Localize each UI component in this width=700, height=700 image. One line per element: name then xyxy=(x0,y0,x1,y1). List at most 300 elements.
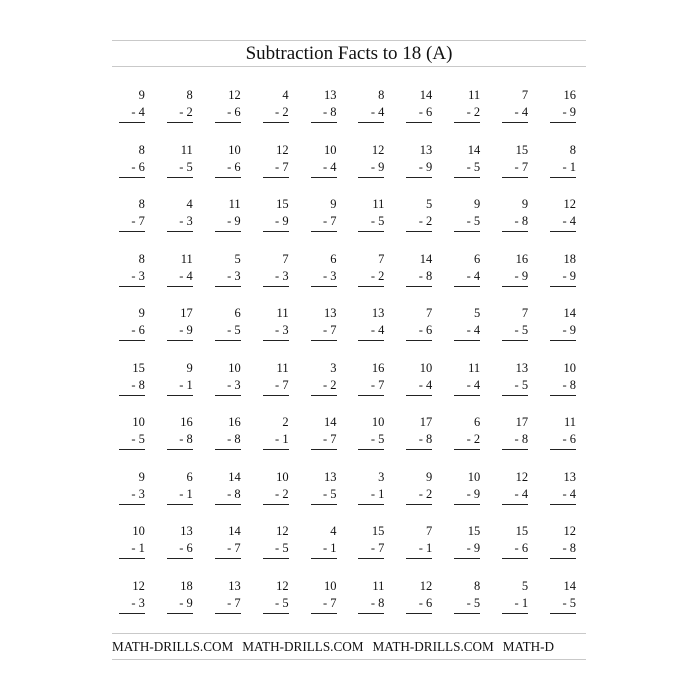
subtraction-problem xyxy=(540,301,588,356)
subtrahend: - 5 xyxy=(454,159,480,178)
subtraction-problem xyxy=(349,192,397,247)
problem-stack xyxy=(263,305,289,341)
footer-bottom-rule xyxy=(112,659,586,660)
problem-stack xyxy=(550,523,576,559)
problem-grid xyxy=(109,83,588,628)
subtrahend: - 4 xyxy=(454,268,480,287)
problem-stack xyxy=(454,360,480,396)
problem-stack xyxy=(358,414,384,450)
subtraction-problem xyxy=(205,410,253,465)
subtraction-problem xyxy=(396,301,444,356)
subtraction-problem xyxy=(492,410,540,465)
minuend: 7 xyxy=(426,306,433,320)
problem-stack xyxy=(167,305,193,341)
footer-watermark-text: MATH-DRILLS.COM xyxy=(242,639,364,654)
subtrahend: - 5 xyxy=(263,540,289,559)
subtraction-problem xyxy=(396,83,444,138)
subtraction-problem xyxy=(444,247,492,302)
subtrahend: - 1 xyxy=(311,540,337,559)
subtrahend: - 2 xyxy=(167,104,193,123)
problem-stack xyxy=(263,142,289,178)
minuend: 11 xyxy=(468,88,481,102)
problem-stack xyxy=(215,305,241,341)
subtraction-problem xyxy=(540,138,588,193)
subtrahend: - 3 xyxy=(119,486,145,505)
problem-stack xyxy=(119,578,145,614)
minuend: 12 xyxy=(563,524,576,538)
footer-watermark-text: MATH-DRILLS.COM xyxy=(112,639,234,654)
minuend: 7 xyxy=(282,251,289,266)
subtraction-problem xyxy=(492,247,540,302)
page-title: Subtraction Facts to 18 (A) xyxy=(245,43,453,64)
subtrahend: - 3 xyxy=(215,268,241,287)
problem-stack xyxy=(167,469,193,505)
subtrahend: - 1 xyxy=(119,540,145,559)
subtraction-problem xyxy=(301,138,349,193)
subtrahend: - 5 xyxy=(550,595,576,614)
subtrahend: - 6 xyxy=(406,104,432,123)
subtrahend: - 2 xyxy=(406,213,432,232)
problem-stack xyxy=(502,196,528,232)
subtrahend: - 3 xyxy=(311,268,337,287)
minuend: 11 xyxy=(372,578,385,593)
minuend: 4 xyxy=(330,524,337,538)
problem-stack xyxy=(119,251,145,287)
subtrahend: - 3 xyxy=(263,268,289,287)
subtrahend: - 3 xyxy=(119,268,145,287)
minuend: 6 xyxy=(186,469,193,484)
minuend: 16 xyxy=(563,88,576,102)
problem-stack xyxy=(358,578,384,614)
subtraction-problem xyxy=(444,192,492,247)
subtraction-problem xyxy=(205,465,253,520)
subtraction-problem xyxy=(492,301,540,356)
subtrahend: - 2 xyxy=(406,486,432,505)
minuend: 15 xyxy=(276,197,289,211)
minuend: 15 xyxy=(515,524,529,538)
subtrahend: - 8 xyxy=(215,486,241,505)
minuend: 5 xyxy=(426,197,433,211)
subtraction-problem xyxy=(253,519,301,574)
subtraction-problem xyxy=(301,192,349,247)
subtrahend: - 5 xyxy=(358,431,384,450)
subtraction-problem xyxy=(540,519,588,574)
minuend: 15 xyxy=(371,524,385,538)
minuend: 7 xyxy=(378,251,385,266)
minuend: 6 xyxy=(234,306,241,320)
subtraction-problem xyxy=(349,138,397,193)
problem-stack xyxy=(167,360,193,396)
subtraction-problem xyxy=(253,83,301,138)
minuend: 3 xyxy=(330,360,337,375)
problem-stack xyxy=(550,251,576,287)
problem-stack xyxy=(454,87,480,123)
subtraction-problem xyxy=(253,192,301,247)
subtrahend: - 1 xyxy=(550,159,576,178)
minuend: 9 xyxy=(186,360,193,375)
subtrahend: - 5 xyxy=(454,213,480,232)
subtraction-problem xyxy=(205,519,253,574)
subtrahend: - 6 xyxy=(215,104,241,123)
subtrahend: - 9 xyxy=(550,268,576,287)
subtraction-problem xyxy=(109,83,157,138)
subtrahend: - 9 xyxy=(358,159,384,178)
subtraction-problem xyxy=(396,574,444,629)
subtraction-problem xyxy=(396,138,444,193)
problem-stack xyxy=(502,469,528,505)
minuend: 12 xyxy=(419,578,433,593)
problem-stack xyxy=(167,142,193,178)
problem-stack xyxy=(502,414,528,450)
subtraction-problem xyxy=(540,247,588,302)
problem-stack xyxy=(119,469,145,505)
minuend: 10 xyxy=(132,415,145,429)
subtrahend: - 7 xyxy=(358,540,384,559)
subtraction-problem xyxy=(301,410,349,465)
problem-stack xyxy=(502,142,528,178)
subtraction-problem xyxy=(301,519,349,574)
subtrahend: - 1 xyxy=(406,540,432,559)
subtraction-problem xyxy=(109,138,157,193)
problem-stack xyxy=(406,523,432,559)
subtraction-problem xyxy=(396,356,444,411)
subtrahend: - 4 xyxy=(454,322,480,341)
subtraction-problem xyxy=(444,356,492,411)
subtraction-problem xyxy=(492,519,540,574)
subtrahend: - 7 xyxy=(358,377,384,396)
subtraction-problem xyxy=(157,465,205,520)
problem-stack xyxy=(358,251,384,287)
problem-stack xyxy=(502,523,528,559)
footer-watermark xyxy=(112,634,586,659)
subtrahend: - 7 xyxy=(215,540,241,559)
problem-stack xyxy=(263,87,289,123)
minuend: 15 xyxy=(515,142,529,157)
minuend: 12 xyxy=(563,197,576,211)
problem-stack xyxy=(311,414,337,450)
subtrahend: - 8 xyxy=(311,104,337,123)
subtraction-problem xyxy=(301,465,349,520)
problem-stack xyxy=(358,196,384,232)
subtrahend: - 7 xyxy=(311,431,337,450)
minuend: 9 xyxy=(138,306,145,320)
minuend: 11 xyxy=(563,415,576,429)
problem-stack xyxy=(454,523,480,559)
minuend: 4 xyxy=(282,88,289,102)
problem-stack xyxy=(263,469,289,505)
subtraction-problem xyxy=(205,356,253,411)
subtrahend: - 7 xyxy=(215,595,241,614)
subtrahend: - 3 xyxy=(215,377,241,396)
minuend: 11 xyxy=(180,251,193,266)
subtraction-problem xyxy=(157,138,205,193)
problem-stack xyxy=(550,469,576,505)
subtrahend: - 8 xyxy=(358,595,384,614)
minuend: 13 xyxy=(324,88,337,102)
minuend: 12 xyxy=(276,142,289,157)
subtraction-problem xyxy=(540,410,588,465)
problem-stack xyxy=(454,196,480,232)
minuend: 10 xyxy=(324,578,337,593)
subtrahend: - 6 xyxy=(406,595,432,614)
minuend: 10 xyxy=(276,469,289,484)
subtraction-problem xyxy=(540,356,588,411)
problem-stack xyxy=(119,305,145,341)
minuend: 8 xyxy=(473,578,481,593)
subtraction-problem xyxy=(301,574,349,629)
subtrahend: - 8 xyxy=(550,377,576,396)
minuend: 15 xyxy=(132,360,145,375)
subtrahend: - 4 xyxy=(406,377,432,396)
problem-stack xyxy=(311,578,337,614)
subtrahend: - 6 xyxy=(502,540,528,559)
minuend: 10 xyxy=(132,524,145,538)
minuend: 12 xyxy=(276,578,289,593)
subtrahend: - 4 xyxy=(311,159,337,178)
subtraction-problem xyxy=(349,83,397,138)
minuend: 13 xyxy=(515,360,529,375)
subtraction-problem xyxy=(253,138,301,193)
subtrahend: - 8 xyxy=(215,431,241,450)
subtrahend: - 6 xyxy=(119,322,145,341)
subtraction-problem xyxy=(540,574,588,629)
subtrahend: - 3 xyxy=(167,213,193,232)
problem-stack xyxy=(215,360,241,396)
subtraction-problem xyxy=(205,138,253,193)
problem-stack xyxy=(119,196,145,232)
minuend: 10 xyxy=(419,360,433,375)
minuend: 9 xyxy=(138,469,145,484)
subtrahend: - 9 xyxy=(454,486,480,505)
subtraction-problem xyxy=(109,301,157,356)
problem-stack xyxy=(311,469,337,505)
minuend: 9 xyxy=(138,88,145,102)
subtrahend: - 4 xyxy=(502,486,528,505)
footer-watermark-text: MATH-DRILLS.COM xyxy=(372,639,494,654)
problem-stack xyxy=(502,578,528,614)
problem-stack xyxy=(311,360,337,396)
subtraction-problem xyxy=(253,356,301,411)
subtraction-problem xyxy=(157,192,205,247)
subtraction-problem xyxy=(301,83,349,138)
subtraction-problem xyxy=(301,301,349,356)
problem-stack xyxy=(550,360,576,396)
minuend: 7 xyxy=(426,524,433,538)
minuend: 11 xyxy=(276,306,289,320)
subtrahend: - 5 xyxy=(119,431,145,450)
subtrahend: - 7 xyxy=(502,159,528,178)
problem-stack xyxy=(311,523,337,559)
subtrahend: - 3 xyxy=(119,595,145,614)
subtraction-problem xyxy=(301,356,349,411)
problem-stack xyxy=(454,305,480,341)
subtraction-problem xyxy=(349,301,397,356)
subtrahend: - 9 xyxy=(550,104,576,123)
subtraction-problem xyxy=(253,465,301,520)
subtraction-problem xyxy=(349,465,397,520)
subtrahend: - 9 xyxy=(167,322,193,341)
problem-stack xyxy=(502,251,528,287)
subtrahend: - 4 xyxy=(454,377,480,396)
subtraction-problem xyxy=(349,356,397,411)
subtraction-problem xyxy=(109,519,157,574)
problem-stack xyxy=(406,251,432,287)
subtraction-problem xyxy=(444,465,492,520)
subtraction-problem xyxy=(492,138,540,193)
subtrahend: - 7 xyxy=(311,322,337,341)
subtrahend: - 2 xyxy=(311,377,337,396)
problem-stack xyxy=(263,251,289,287)
minuend: 6 xyxy=(473,251,481,266)
subtraction-problem xyxy=(253,247,301,302)
problem-stack xyxy=(167,251,193,287)
problem-stack xyxy=(215,87,241,123)
problem-stack xyxy=(167,523,193,559)
problem-stack xyxy=(263,360,289,396)
subtraction-problem xyxy=(205,192,253,247)
subtrahend: - 7 xyxy=(263,377,289,396)
problem-stack xyxy=(215,523,241,559)
subtraction-problem xyxy=(205,247,253,302)
minuend: 12 xyxy=(276,524,289,538)
subtrahend: - 5 xyxy=(502,322,528,341)
problem-stack xyxy=(263,196,289,232)
subtraction-problem xyxy=(349,247,397,302)
minuend: 6 xyxy=(330,251,337,266)
minuend: 18 xyxy=(563,251,576,266)
subtrahend: - 2 xyxy=(263,486,289,505)
subtrahend: - 9 xyxy=(263,213,289,232)
subtraction-problem xyxy=(109,247,157,302)
subtraction-problem xyxy=(444,83,492,138)
problem-stack xyxy=(406,414,432,450)
minuend: 5 xyxy=(473,306,481,320)
problem-stack xyxy=(215,578,241,614)
minuend: 10 xyxy=(563,360,576,375)
subtraction-problem xyxy=(157,356,205,411)
subtrahend: - 1 xyxy=(167,377,193,396)
problem-stack xyxy=(358,305,384,341)
minuend: 6 xyxy=(473,415,481,429)
minuend: 13 xyxy=(563,469,576,484)
subtrahend: - 9 xyxy=(167,595,193,614)
minuend: 14 xyxy=(228,524,241,538)
minuend: 14 xyxy=(324,415,337,429)
subtraction-problem xyxy=(109,465,157,520)
minuend: 3 xyxy=(378,469,385,484)
subtraction-problem xyxy=(157,519,205,574)
minuend: 10 xyxy=(228,360,241,375)
minuend: 18 xyxy=(180,578,193,593)
subtraction-problem xyxy=(205,574,253,629)
problem-stack xyxy=(406,469,432,505)
subtraction-problem xyxy=(157,410,205,465)
subtrahend: - 8 xyxy=(406,268,432,287)
subtrahend: - 5 xyxy=(358,213,384,232)
problem-stack xyxy=(406,196,432,232)
subtrahend: - 4 xyxy=(550,486,576,505)
subtrahend: - 4 xyxy=(550,213,576,232)
subtrahend: - 1 xyxy=(167,486,193,505)
minuend: 5 xyxy=(234,251,241,266)
minuend: 11 xyxy=(228,197,241,211)
minuend: 13 xyxy=(371,306,385,320)
problem-stack xyxy=(167,196,193,232)
minuend: 8 xyxy=(378,88,385,102)
problem-stack xyxy=(167,414,193,450)
problem-stack xyxy=(119,414,145,450)
problem-stack xyxy=(311,87,337,123)
minuend: 14 xyxy=(419,251,433,266)
problem-stack xyxy=(454,251,480,287)
subtraction-problem xyxy=(444,301,492,356)
problem-stack xyxy=(215,251,241,287)
subtrahend: - 3 xyxy=(263,322,289,341)
minuend: 5 xyxy=(521,578,529,593)
subtrahend: - 1 xyxy=(263,431,289,450)
subtrahend: - 4 xyxy=(167,268,193,287)
subtrahend: - 7 xyxy=(263,159,289,178)
problem-stack xyxy=(502,360,528,396)
subtraction-problem xyxy=(349,574,397,629)
problem-stack xyxy=(550,87,576,123)
minuend: 8 xyxy=(138,142,145,157)
subtraction-problem xyxy=(396,247,444,302)
problem-stack xyxy=(550,305,576,341)
subtrahend: - 8 xyxy=(502,431,528,450)
problem-stack xyxy=(311,305,337,341)
minuend: 7 xyxy=(521,306,529,320)
minuend: 11 xyxy=(276,360,289,375)
problem-stack xyxy=(119,360,145,396)
subtraction-problem xyxy=(396,192,444,247)
minuend: 10 xyxy=(324,142,337,157)
problem-stack xyxy=(119,523,145,559)
problem-stack xyxy=(406,360,432,396)
minuend: 13 xyxy=(419,142,433,157)
subtrahend: - 5 xyxy=(215,322,241,341)
subtraction-problem xyxy=(157,301,205,356)
subtrahend: - 9 xyxy=(502,268,528,287)
subtrahend: - 6 xyxy=(215,159,241,178)
minuend: 8 xyxy=(569,142,576,157)
minuend: 12 xyxy=(371,142,385,157)
problem-stack xyxy=(119,142,145,178)
subtraction-problem xyxy=(492,465,540,520)
subtrahend: - 9 xyxy=(454,540,480,559)
subtraction-problem xyxy=(492,83,540,138)
subtraction-problem xyxy=(109,410,157,465)
problem-stack xyxy=(358,142,384,178)
minuend: 14 xyxy=(419,88,433,102)
problem-stack xyxy=(454,142,480,178)
subtrahend: - 9 xyxy=(406,159,432,178)
subtrahend: - 8 xyxy=(167,431,193,450)
problem-stack xyxy=(167,578,193,614)
subtraction-problem xyxy=(492,574,540,629)
title-bottom-rule xyxy=(112,66,586,67)
problem-stack xyxy=(454,414,480,450)
problem-stack xyxy=(358,469,384,505)
problem-stack xyxy=(406,142,432,178)
problem-stack xyxy=(311,142,337,178)
minuend: 8 xyxy=(138,197,145,211)
minuend: 17 xyxy=(515,415,529,429)
subtraction-problem xyxy=(444,519,492,574)
subtraction-problem xyxy=(492,356,540,411)
minuend: 12 xyxy=(515,469,529,484)
problem-stack xyxy=(263,414,289,450)
